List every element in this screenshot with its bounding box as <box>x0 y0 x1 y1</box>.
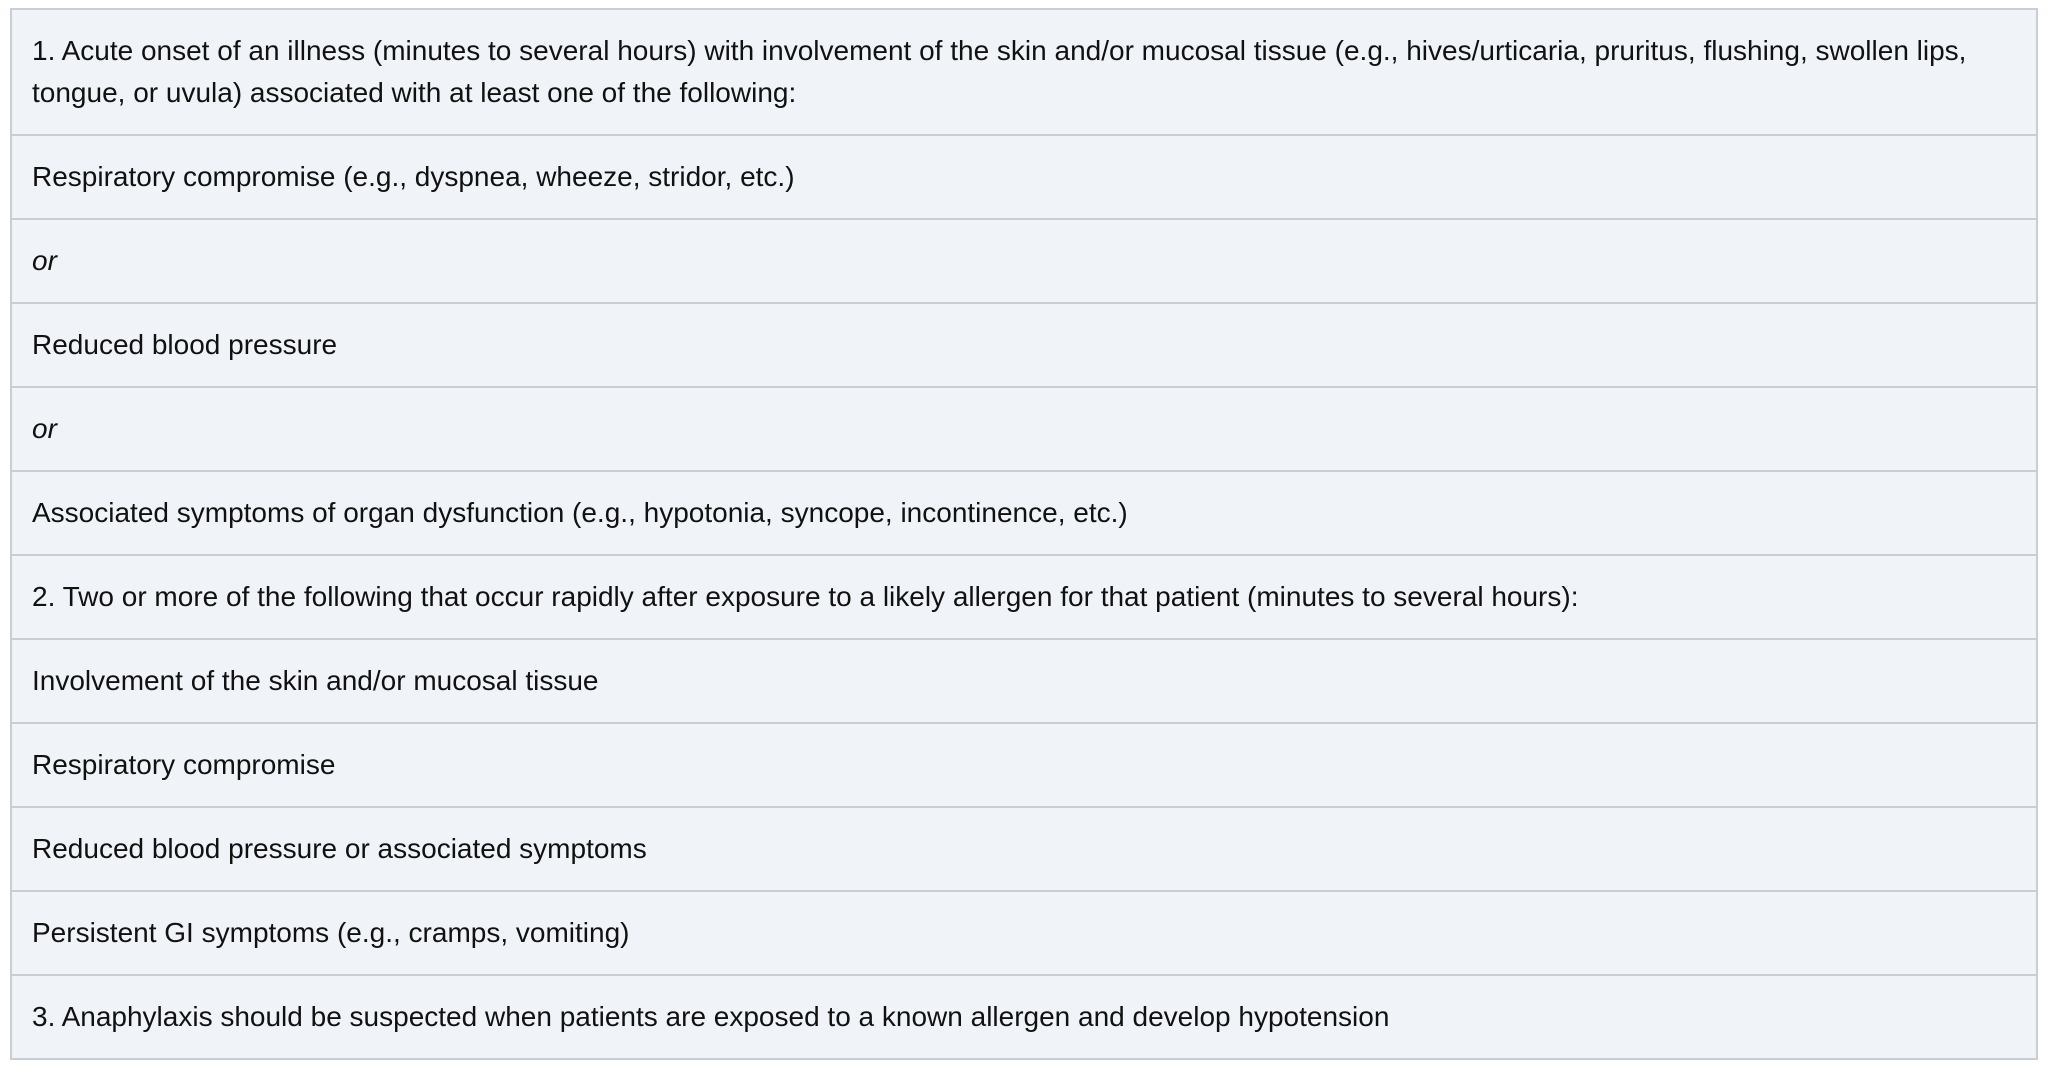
criterion-1-organ-dysfunction: Associated symptoms of organ dysfunction (e.g., hypotonia, syncope, incontinence, etc.) <box>11 471 2037 555</box>
table-row <box>11 135 2037 219</box>
table-row <box>11 471 2037 555</box>
table-row <box>11 303 2037 387</box>
anaphylaxis-criteria-table <box>10 8 2038 1060</box>
table-row <box>11 975 2037 1059</box>
criterion-2-respiratory: Respiratory compromise <box>11 723 2037 807</box>
criterion-2-blood-pressure: Reduced blood pressure or associated symptoms <box>11 807 2037 891</box>
table-row <box>11 219 2037 303</box>
table-row <box>11 891 2037 975</box>
criterion-1-blood-pressure: Reduced blood pressure <box>11 303 2037 387</box>
criterion-2-heading: 2. Two or more of the following that occur rapidly after exposure to a likely allergen for that patient (minutes to several hours): <box>11 555 2037 639</box>
criterion-2-skin: Involvement of the skin and/or mucosal tissue <box>11 639 2037 723</box>
criterion-2-gi-symptoms: Persistent GI symptoms (e.g., cramps, vomiting) <box>11 891 2037 975</box>
table-row <box>11 723 2037 807</box>
criterion-1-respiratory: Respiratory compromise (e.g., dyspnea, wheeze, stridor, etc.) <box>11 135 2037 219</box>
table-row <box>11 387 2037 471</box>
criterion-3-heading: 3. Anaphylaxis should be suspected when patients are exposed to a known allergen and develop hypotension <box>11 975 2037 1059</box>
table-row <box>11 555 2037 639</box>
table-row <box>11 807 2037 891</box>
or-separator: or <box>11 387 2037 471</box>
table-row <box>11 9 2037 135</box>
criterion-1-heading: 1. Acute onset of an illness (minutes to several hours) with involvement of the skin and/or mucosal tissue (e.g., hives/urticaria, pruritus, flushing, swollen lips, tongue, or uvula) associated with at least one of the following: <box>11 9 2037 135</box>
anaphylaxis-criteria-table-container <box>10 8 2038 1060</box>
table-row <box>11 639 2037 723</box>
or-separator: or <box>11 219 2037 303</box>
